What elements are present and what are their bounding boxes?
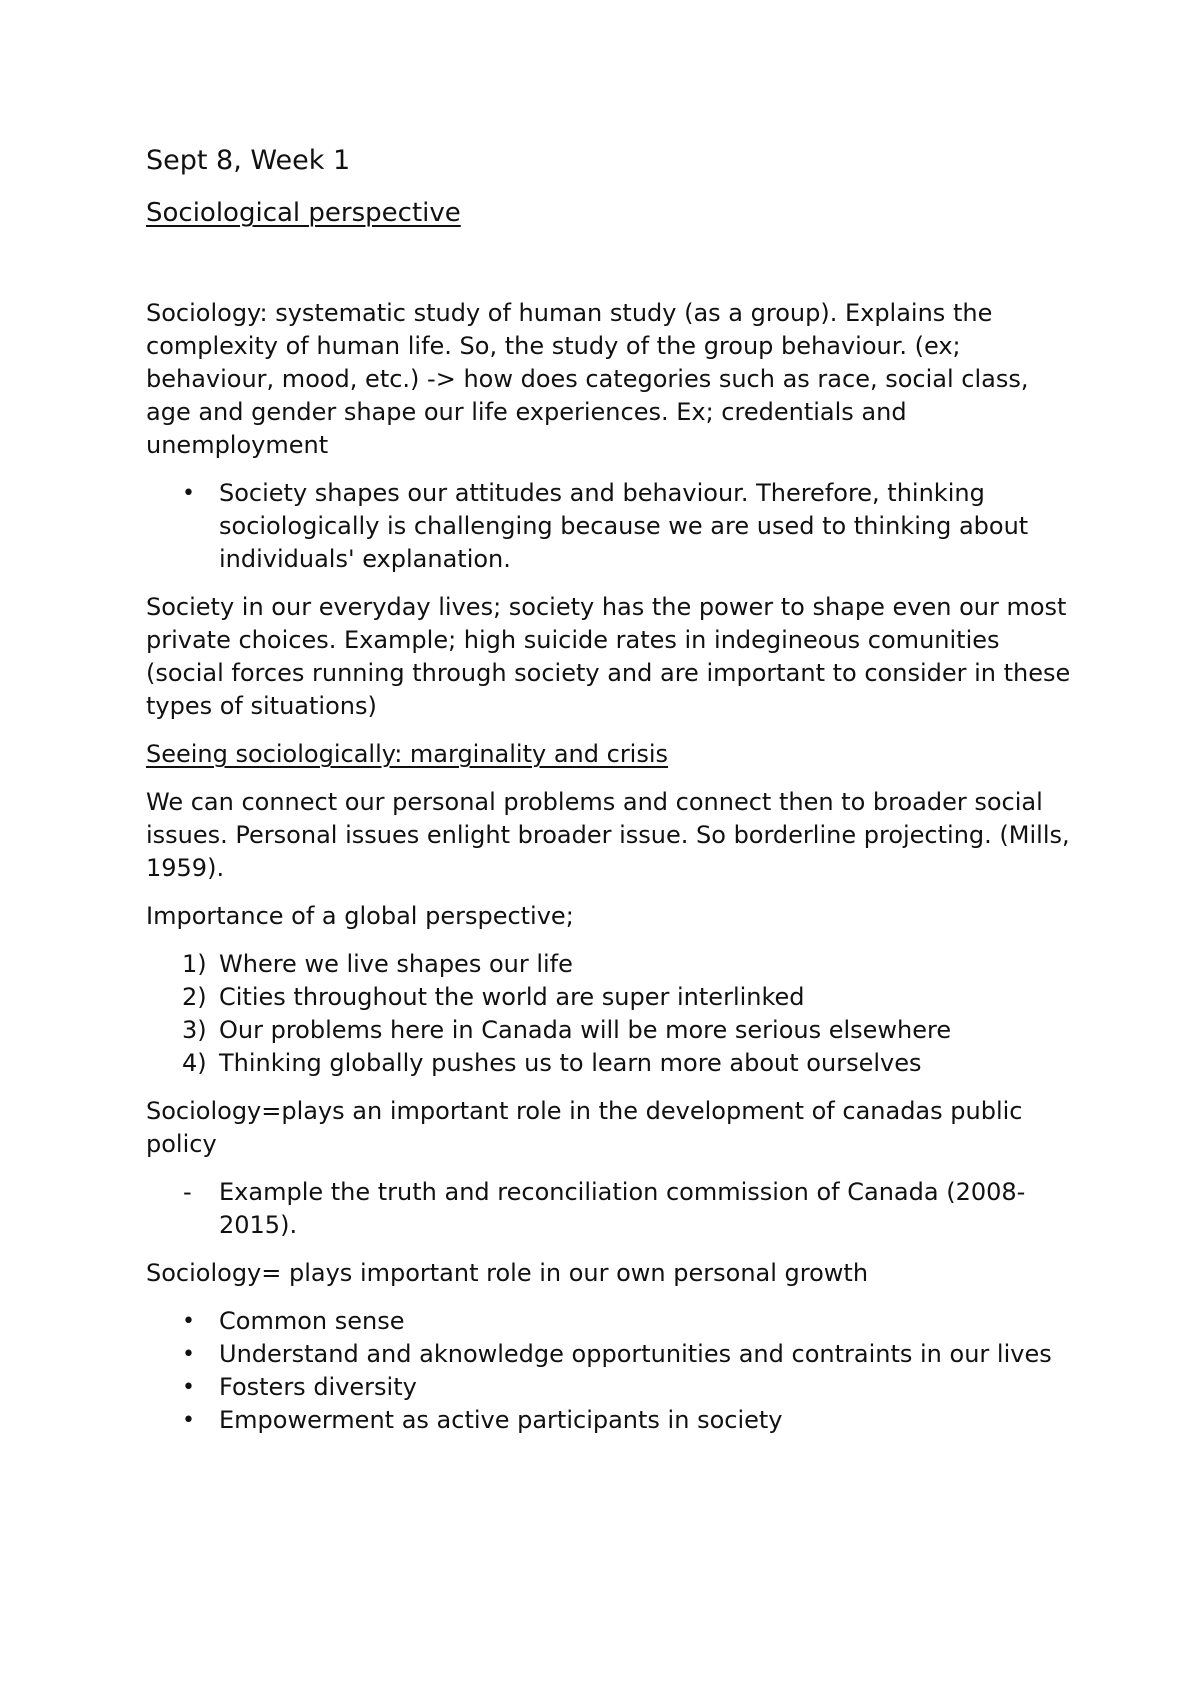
paragraph-everyday-lives: Society in our everyday lives; society has the power to shape even our most private choices. Example; high suicide rates in indegineous comunities (social forces running through society and are important to consider in these types of situations) [146, 593, 1071, 720]
bullet-list-society-shapes [146, 477, 1076, 576]
list-item: • Fosters diversity [146, 1371, 1076, 1404]
dash-list-example [146, 1176, 1076, 1242]
page-title: Sociological perspective [146, 198, 461, 228]
list-number: 3) [182, 1016, 207, 1044]
paragraph-personal-problems: We can connect our personal problems and connect then to broader social issues. Personal issues enlight broader issue. So borderline projecting. (Mills, 1959). [146, 788, 1070, 882]
list-number: 2) [182, 983, 207, 1011]
list-item-text: Thinking globally pushes us to learn more about ourselves [219, 1049, 922, 1077]
list-number: 4) [182, 1049, 207, 1077]
paragraph-sociology-definition: Sociology: systematic study of human study (as a group). Explains the complexity of human life. So, the study of the group behaviour. (ex; behaviour, mood, etc.) -> how does categories such as race, social class, age and gender shape our life experiences. Ex; credentials and unemployment [146, 299, 1029, 459]
list-item [146, 981, 1076, 1014]
list-item-text: Our problems here in Canada will be more serious elsewhere [219, 1016, 952, 1044]
list-item: - Example the truth and reconciliation commission of Canada (2008-2015). [146, 1176, 1076, 1242]
list-item-text: Where we live shapes our life [219, 950, 573, 978]
list-item: • Empowerment as active participants in society [146, 1404, 1076, 1437]
list-item: • Understand and aknowledge opportunities and contraints in our lives [146, 1338, 1076, 1371]
paragraph-public-policy: Sociology=plays an important role in the development of canadas public policy [146, 1097, 1023, 1158]
list-item-text: Cities throughout the world are super interlinked [219, 983, 805, 1011]
paragraph-global-perspective: Importance of a global perspective; [146, 902, 574, 930]
list-item: • Common sense [146, 1305, 1076, 1338]
subheading-seeing-sociologically: Seeing sociologically: marginality and crisis [146, 740, 669, 768]
list-item [146, 1014, 1076, 1047]
list-item [146, 1047, 1076, 1080]
document-body [146, 143, 1076, 1452]
list-number: 1) [182, 950, 207, 978]
bullet-list-personal-growth [146, 1305, 1076, 1437]
numbered-list-global [146, 948, 1076, 1080]
list-item: • Society shapes our attitudes and behaviour. Therefore, thinking sociologically is challenging because we are used to thinking about individuals' explanation. [146, 477, 1076, 576]
paragraph-personal-growth: Sociology= plays important role in our own personal growth [146, 1259, 869, 1287]
date-heading: Sept 8, Week 1 [146, 145, 351, 176]
list-item [146, 948, 1076, 981]
